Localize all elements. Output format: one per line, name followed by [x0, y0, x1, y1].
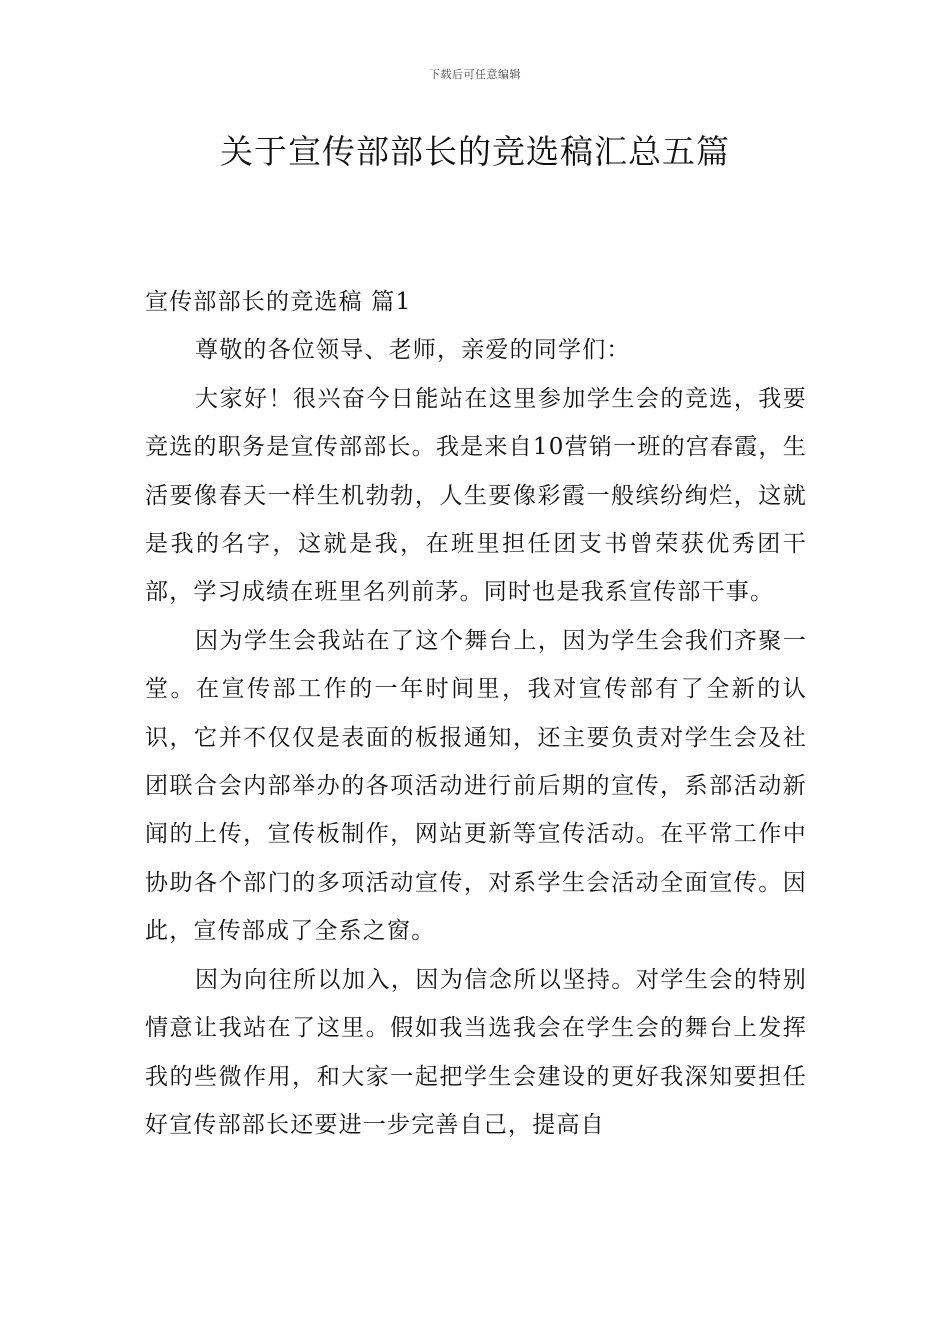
document-title: 关于宣传部部长的竞选稿汇总五篇	[220, 132, 730, 171]
document-body	[145, 278, 807, 1149]
salutation-paragraph: 尊敬的各位领导、老师，亲爱的同学们：	[195, 337, 631, 364]
body-paragraph: 大家好！很兴奋今日能站在这里参加学生会的竞选，我要竞选的职务是宣传部部长。我是来自10营销一班的宫春霞，生活要像春天一样生机勃勃，人生要像彩霞一般缤纷绚烂，这就是我的名字，这就是我，在班里担任团支书曾荣获优秀团干部，学习成绩在班里名列前茅。同时也是我系宣传部干事。	[145, 385, 807, 606]
body-paragraph: 因为向往所以加入，因为信念所以坚持。对学生会的特别情意让我站在了这里。假如我当选我会在学生会的舞台上发挥我的些微作用，和大家一起把学生会建设的更好我深知要担任好宣传部部长还要进一步完善自己，提高自	[145, 966, 807, 1138]
header-note: 下载后可任意编辑	[429, 68, 521, 81]
section-heading: 宣传部部长的竞选稿 篇1	[145, 289, 412, 315]
body-paragraph: 因为学生会我站在了这个舞台上，因为学生会我们齐聚一堂。在宣传部工作的一年时间里，我对宣传部有了全新的认识，它并不仅仅是表面的板报通知，还主要负责对学生会及社团联合会内部举办的各项活动进行前后期的宣传，系部活动新闻的上传，宣传板制作，网站更新等宣传活动。在平常工作中协助各个部门的多项活动宣传，对系学生会活动全面宣传。因此，宣传部成了全系之窗。	[145, 627, 807, 945]
